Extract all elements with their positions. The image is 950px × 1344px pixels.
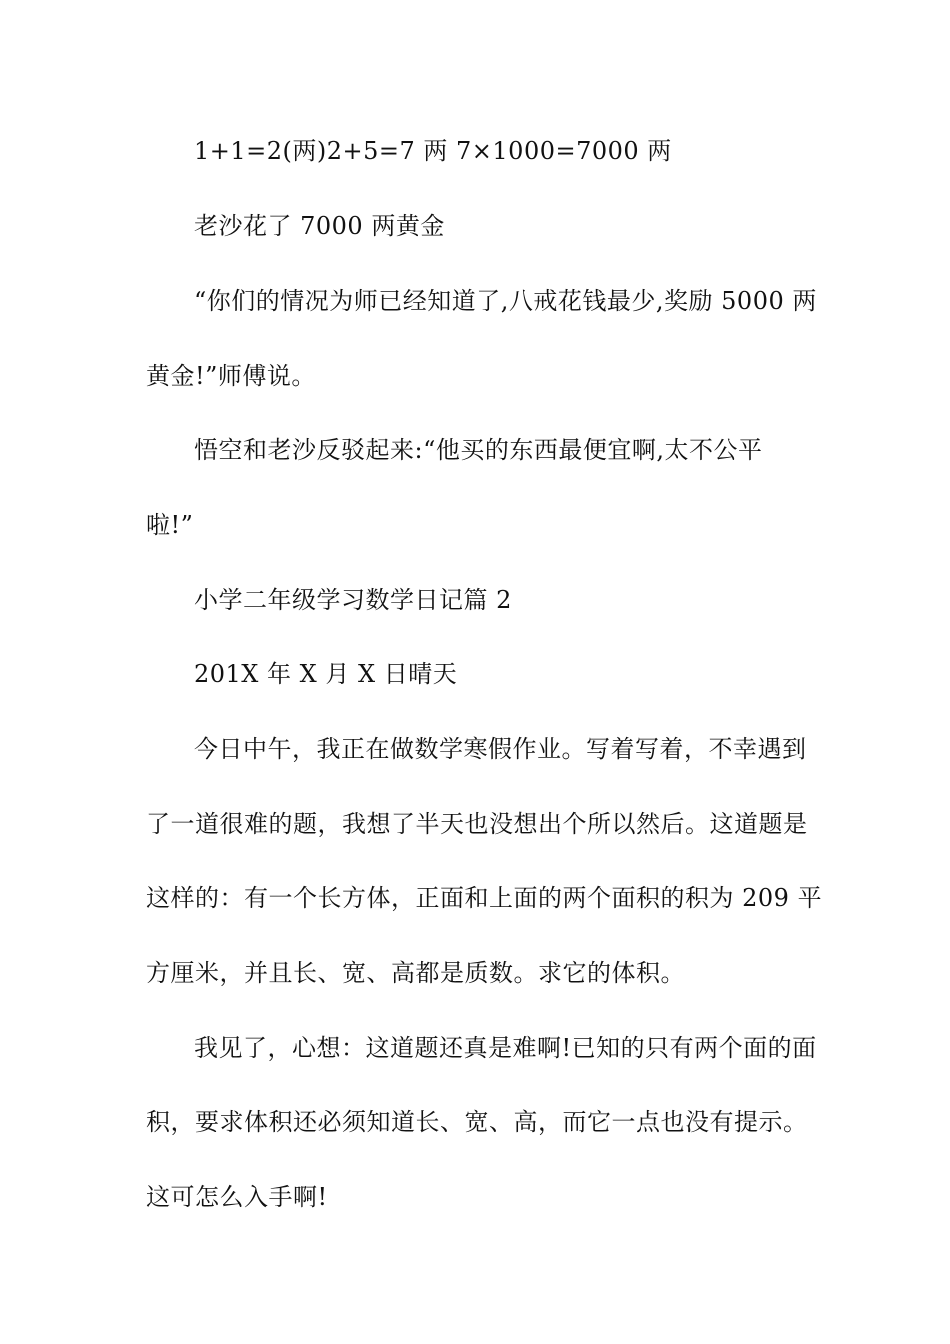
text-line: 方厘米，并且长、宽、高都是质数。求它的体积。 [146, 959, 685, 987]
text-line: 了一道很难的题，我想了半天也没想出个所以然后。这道题是 [146, 810, 808, 838]
text-line: 1+1=2(两)2+5=7 两 7×1000=7000 两 [194, 137, 672, 165]
text-line: 我见了，心想：这道题还真是难啊!已知的只有两个面的面 [194, 1034, 817, 1062]
text-line: 悟空和老沙反驳起来:“他买的东西最便宜啊,太不公平 [194, 436, 763, 464]
text-line: 黄金!”师傅说。 [146, 362, 316, 390]
date-line: 201X 年 X 月 X 日晴天 [194, 660, 458, 688]
text-line: 今日中午，我正在做数学寒假作业。写着写着，不幸遇到 [194, 735, 807, 763]
text-line: 积，要求体积还必须知道长、宽、高，而它一点也没有提示。 [146, 1108, 808, 1136]
text-line: 这样的：有一个长方体，正面和上面的两个面积的积为 209 平 [146, 884, 823, 912]
text-line: 啦!” [146, 511, 194, 539]
text-line: 老沙花了 7000 两黄金 [194, 212, 445, 240]
text-line: 这可怎么入手啊! [146, 1183, 328, 1211]
text-line: “你们的情况为师已经知道了,八戒花钱最少,奖励 5000 两 [194, 287, 817, 315]
section-heading: 小学二年级学习数学日记篇 2 [194, 586, 512, 614]
